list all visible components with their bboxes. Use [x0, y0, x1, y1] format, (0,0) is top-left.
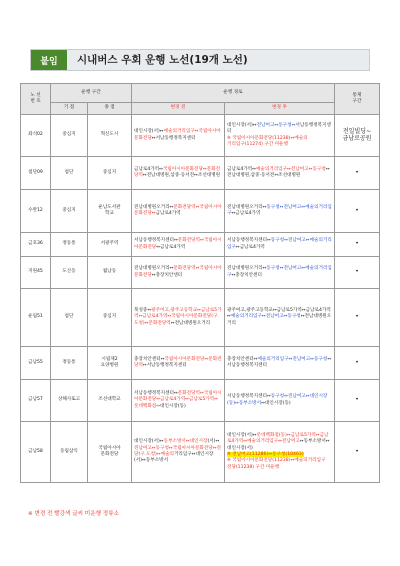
- route-no-cell-text: 금남55: [28, 359, 43, 365]
- after-route-cell-segment: ↔전남대병원오거리: [227, 314, 332, 326]
- before-route-cell-segment: 충장치안센터↔: [134, 356, 165, 362]
- before-route-cell-segment: 전남대병원오거리↔: [134, 266, 174, 272]
- after-route-cell-segment: 동구청↔전남: [270, 238, 297, 244]
- through-cell: [335, 289, 380, 347]
- col-start: [51, 103, 88, 115]
- route-no-cell-text: 수완12: [28, 207, 43, 213]
- route-table-body: [21, 115, 380, 483]
- after-route-cell-segment: ↔조선대병원: [274, 173, 301, 178]
- after-route-cell-segment: 서남동행정복지센터↔: [227, 394, 271, 400]
- col-before: [132, 103, 225, 115]
- route-no-cell-text: 지원45: [28, 269, 43, 275]
- route-no-cell-text: 운림51: [28, 314, 43, 320]
- before-route-cell: [132, 190, 225, 233]
- after-route-cell-segment: ↔전남대병원,삼중·동서전: [227, 166, 330, 178]
- after-route-cell-segment: ※ 국립아시아문화전당(11238)↔예술의거리입구: [227, 458, 326, 464]
- before-route-cell-segment: 예술의거리입구↔국립: [163, 129, 208, 135]
- after-route-cell-segment: ※ 국립아시아문화전당(11238)↔예술의: [227, 135, 308, 141]
- col-route-no-label: 노 선 번 호: [30, 92, 41, 104]
- end-cell: [88, 422, 132, 483]
- col-end-label: 종 점: [104, 105, 115, 111]
- after-route-cell-segment: 여고↔대인시장(동)↔동부소방서: [227, 394, 328, 406]
- before-route-cell-segment: 북성중↔: [134, 308, 152, 314]
- after-route-cell-segment: 동구청↔전남: [270, 394, 297, 400]
- end-cell: [88, 157, 132, 190]
- after-route-cell: [225, 233, 335, 257]
- col-section-label: 운행 구간: [81, 89, 101, 95]
- route-no-cell: [21, 115, 51, 157]
- before-route-cell-segment: 문화전당역: [134, 166, 221, 178]
- route-no-cell-text: 금남58: [28, 448, 43, 454]
- through-cell-text: •: [355, 396, 359, 404]
- after-route-cell: [225, 115, 335, 157]
- start-cell: [51, 289, 88, 347]
- after-route-cell: [225, 347, 335, 380]
- table-row: [21, 190, 380, 233]
- through-cell: [335, 157, 380, 190]
- footnote: ※ 변경 전 빨강색 글씨 미운행 정류소: [28, 511, 120, 517]
- end-cell-text: 월남동: [102, 269, 117, 275]
- before-route-cell-segment: 아시아문화전당: [134, 129, 221, 141]
- end-cell: [88, 190, 132, 233]
- after-route-cell-segment: ↔금남로4가역↔: [227, 308, 331, 320]
- end-cell: [88, 115, 132, 157]
- route-no-cell: [21, 233, 51, 257]
- col-path-label: 운행 경로: [223, 89, 243, 95]
- before-route-cell: [132, 347, 225, 380]
- table-row: [21, 157, 380, 190]
- through-cell-text: •: [355, 240, 359, 248]
- after-route-cell-segment: 여고↔예술의거리입구: [227, 238, 332, 250]
- before-route-cell-segment: 전당↔전당(구.도청)↔: [134, 445, 221, 457]
- after-route-cell-segment: 금남로4가역↔: [227, 166, 256, 172]
- before-route-cell-segment: 문화전당역↔국립: [173, 204, 209, 210]
- route-no-cell: [21, 289, 51, 347]
- before-route-cell-segment: ↔충장치안센터: [151, 272, 183, 278]
- table-row: [21, 380, 380, 422]
- document-header: [30, 49, 370, 71]
- start-cell-text: 중심지: [62, 207, 76, 213]
- start-cell: [51, 380, 88, 422]
- start-cell: [51, 233, 88, 257]
- after-route-cell-segment: 거리입구(11274) 구간 미운행: [227, 141, 289, 147]
- after-route-cell-segment: ↔대인시장(동): [261, 400, 291, 406]
- before-route-cell: [132, 422, 225, 483]
- after-route-cell-segment: ↔충장치안센터: [231, 272, 262, 278]
- before-route-cell-segment: 금남로4가역↔: [134, 166, 163, 172]
- before-route-cell-segment: 서남동행정복지센터↔: [134, 391, 178, 397]
- end-cell-text: 조선대학교: [98, 397, 121, 403]
- route-no-cell: [21, 157, 51, 190]
- before-route-cell-segment: 대인시장(서)↔: [134, 439, 164, 445]
- col-through: [335, 84, 380, 115]
- after-route-cell-segment: 동구청↔전남: [266, 204, 293, 210]
- end-cell: [88, 380, 132, 422]
- after-route-cell-segment: 여고↔예술의거리입구: [227, 266, 332, 278]
- before-route-cell-segment: 대인시장: [160, 403, 178, 409]
- start-cell-text: 동림삼익: [60, 448, 78, 454]
- route-no-cell-text: 금남57: [28, 397, 43, 403]
- start-cell-text: 상해사또고: [57, 397, 81, 403]
- start-cell: [51, 115, 88, 157]
- end-cell: [88, 289, 132, 347]
- route-no-cell-text: 좌석02: [28, 132, 43, 138]
- col-section: [51, 84, 132, 103]
- after-route-cell-segment: 남여고↔동구청: [270, 314, 301, 320]
- through-cell: [335, 257, 380, 289]
- before-route-cell-segment: 광주여고,광주고등학교↔금남로: [151, 308, 215, 314]
- table-row: [21, 422, 380, 483]
- before-route-cell-segment: ↔조선대병원: [194, 173, 221, 178]
- before-route-cell-segment: 금남로4가역: [155, 211, 181, 216]
- after-route-cell-segment: 롯데백화점(동)↔금남로: [256, 433, 304, 439]
- after-route-cell: [225, 380, 335, 422]
- after-route-cell-segment: 여고↔동구청: [301, 356, 328, 362]
- after-route-cell-segment: 전남여고↔동구청↔: [256, 122, 296, 128]
- through-cell-text: •: [355, 168, 359, 176]
- start-cell: [51, 257, 88, 289]
- before-route-cell-segment: 국립아시아문화전당↔금남로4가역↔: [134, 391, 222, 403]
- through-cell: [335, 190, 380, 233]
- before-route-cell-segment: (서)↔: [207, 439, 220, 445]
- through-cell: [335, 233, 380, 257]
- after-route-cell-segment: 예술의거리입구↔전: [230, 314, 271, 320]
- after-route-cell-segment: 여고↔동구청: [299, 166, 326, 172]
- through-cell: [335, 115, 380, 157]
- end-cell-text: 중심지: [102, 314, 117, 320]
- after-route-cell-segment: 서남동행정복지센터: [227, 122, 331, 135]
- before-route-cell-segment: 서남동행정복지센터↔: [134, 238, 178, 244]
- before-route-cell-segment: 거리입구↔대인시장(서)↔동부소방서: [134, 452, 214, 464]
- route-no-cell-text: 첨단09: [28, 169, 43, 175]
- before-route-cell: [132, 233, 225, 257]
- col-through-label: 통제 구간: [352, 92, 362, 104]
- after-route-cell: [225, 257, 335, 289]
- after-route-cell-segment: ※ 전남여고(11286)↔동구청(10463): [227, 452, 304, 457]
- through-cell-text: •: [355, 206, 359, 214]
- start-cell-text: 도산동: [62, 269, 76, 275]
- after-route-cell: [225, 157, 335, 190]
- before-route-cell-segment: ↔금남로4가역: [156, 244, 186, 250]
- after-route-cell-segment: 충장치안센터↔: [227, 356, 258, 362]
- before-route-cell-segment: 아시아문화전당: [134, 266, 222, 278]
- after-route-cell-segment: 예술의거리입구↔전남: [257, 356, 302, 362]
- before-route-cell-segment: 문화전당역: [134, 356, 222, 368]
- before-route-cell-segment: 오거리: [196, 320, 211, 326]
- end-cell: [88, 347, 132, 380]
- after-route-cell: [225, 190, 335, 233]
- end-cell-text: 운남도서관 학교: [98, 204, 121, 216]
- before-route-cell-segment: 대인시장: [189, 439, 208, 445]
- start-cell-text: 정동통: [62, 359, 76, 365]
- before-route-cell: [132, 157, 225, 190]
- before-route-cell: [132, 380, 225, 422]
- after-route-cell-segment: 예술의거리입구↔전남: [255, 166, 300, 172]
- after-route-cell: [225, 422, 335, 483]
- before-route-cell-segment: 금남로5가역↔: [189, 397, 218, 403]
- after-route-cell-segment: ↔서남동행정복지센터: [227, 356, 332, 368]
- before-route-cell-segment: 아시아문화전당: [134, 238, 222, 250]
- route-no-cell: [21, 422, 51, 483]
- route-no-cell: [21, 380, 51, 422]
- after-route-cell-segment: 대인시장(서)↔: [227, 433, 257, 439]
- after-route-cell-segment: ↔금남로4가역: [231, 211, 261, 216]
- end-cell: [88, 257, 132, 289]
- col-route-no: [21, 84, 51, 115]
- start-cell-text: 정동통: [62, 241, 76, 247]
- after-route-cell-segment: 5가역↔금남로4가역↔예술의거리입구: [227, 433, 329, 445]
- start-cell-text: 첨단: [64, 314, 74, 320]
- page-title: 시내버스 우회 운행 노선(19개 노선): [77, 54, 248, 66]
- after-route-cell-segment: 대인시장(서)↔: [227, 122, 257, 128]
- before-route-cell-segment: ↔전남대병원,삼중·동서전: [142, 173, 195, 178]
- through-cell-text: •: [355, 313, 359, 321]
- before-route-cell-segment: 동부소방서↔: [163, 439, 190, 445]
- end-cell-text: 국립아시아 문화전당: [98, 445, 121, 457]
- before-route-cell-segment: 국립아시아문화전당↔: [164, 356, 209, 362]
- col-path: [132, 84, 335, 103]
- col-start-label: 기 점: [63, 105, 75, 111]
- route-no-cell: [21, 190, 51, 233]
- through-cell-text: •: [355, 358, 359, 366]
- through-cell: [335, 422, 380, 483]
- end-cell-text: 혁신도시: [100, 132, 119, 138]
- end-cell-text: 서광주역: [100, 241, 119, 247]
- before-route-cell-segment: ↔서남동행정복지센터: [151, 135, 196, 141]
- start-cell: [51, 422, 88, 483]
- before-route-cell-segment: 문화전당역↔: [177, 391, 204, 397]
- col-after-label: 변경 후: [272, 105, 287, 111]
- through-cell: [335, 347, 380, 380]
- after-route-cell-segment: 시장(서): [235, 445, 253, 451]
- after-route-cell-segment: 광주여고,광주고등학교↔금남로5가역: [227, 308, 302, 314]
- before-route-cell-segment: 5가역↔금남로4가역↔국립아시아문화: [134, 308, 222, 320]
- after-route-cell-segment: ↔금남로4가역: [235, 244, 265, 250]
- table-row: [21, 233, 380, 257]
- after-route-cell-segment: 서남동행정복지센터↔: [227, 238, 271, 244]
- route-no-cell: [21, 257, 51, 289]
- before-route-cell-segment: (동): [177, 403, 186, 409]
- before-route-cell-segment: 문화전당역↔국립: [177, 238, 213, 244]
- route-no-cell-text: 금호36: [28, 241, 43, 247]
- through-cell-text: •: [355, 447, 359, 455]
- end-cell-text: 시립제2 요양병원: [100, 356, 119, 368]
- before-route-cell-segment: 전남대병원오거리↔: [134, 204, 174, 210]
- after-route-cell-segment: 동구청↔전남: [266, 266, 293, 272]
- before-route-cell-segment: ↔전남대병원: [170, 320, 197, 326]
- before-route-cell: [132, 289, 225, 347]
- before-route-cell-segment: 문화전당역↔국립: [173, 266, 209, 272]
- before-route-cell-segment: 전남여고↔동구청↔국립아시아문화: [134, 445, 204, 451]
- start-cell: [51, 347, 88, 380]
- col-after: [225, 103, 335, 115]
- before-route-cell: [132, 115, 225, 157]
- before-route-cell-segment: 아시아문화전당↔: [134, 204, 222, 216]
- table-row: [21, 257, 380, 289]
- end-cell-text: 중심지: [102, 169, 117, 175]
- before-route-cell-segment: 롯데백화점↔: [134, 403, 161, 409]
- start-cell: [51, 190, 88, 233]
- route-no-cell: [21, 347, 51, 380]
- table-row: [21, 115, 380, 157]
- before-route-cell-segment: ↔서남동행정복지센터: [142, 363, 187, 368]
- after-route-cell-segment: 전남대병원오거리↔: [227, 204, 267, 210]
- end-cell: [88, 233, 132, 257]
- after-route-cell-segment: ↔전남여고: [278, 439, 300, 445]
- before-route-cell-segment: 전당(구.도청)↔문화전당역: [134, 314, 219, 326]
- start-cell-text: 첨단: [64, 169, 74, 175]
- after-route-cell-segment: 전남대병원오거리↔: [227, 266, 267, 272]
- col-end: [88, 103, 132, 115]
- after-route-cell-segment: 전당(11238) 구간 미운행: [227, 464, 280, 470]
- col-before-label: 변경 전: [170, 105, 186, 111]
- after-route-cell-segment: 여고↔예술의거리입구: [227, 204, 332, 216]
- through-cell: [335, 380, 380, 422]
- table-row: [21, 347, 380, 380]
- before-route-cell-segment: 대인시장(서)↔: [134, 129, 164, 135]
- before-route-cell-segment: 예술의: [160, 452, 174, 457]
- through-cell-text: 전일빌딩~ 금남로공원: [342, 128, 372, 142]
- before-route-cell-segment: 국립아시아문화전당↔: [162, 166, 207, 172]
- start-cell: [51, 157, 88, 190]
- start-cell-text: 중심지: [62, 132, 76, 138]
- after-route-cell-segment: ↔동부소방서↔대인: [227, 439, 330, 451]
- after-route-cell: [225, 289, 335, 347]
- through-cell-text: •: [355, 268, 359, 276]
- attachment-tag: 붙임: [31, 50, 67, 70]
- route-table: [20, 83, 380, 483]
- table-row: [21, 289, 380, 347]
- before-route-cell: [132, 257, 225, 289]
